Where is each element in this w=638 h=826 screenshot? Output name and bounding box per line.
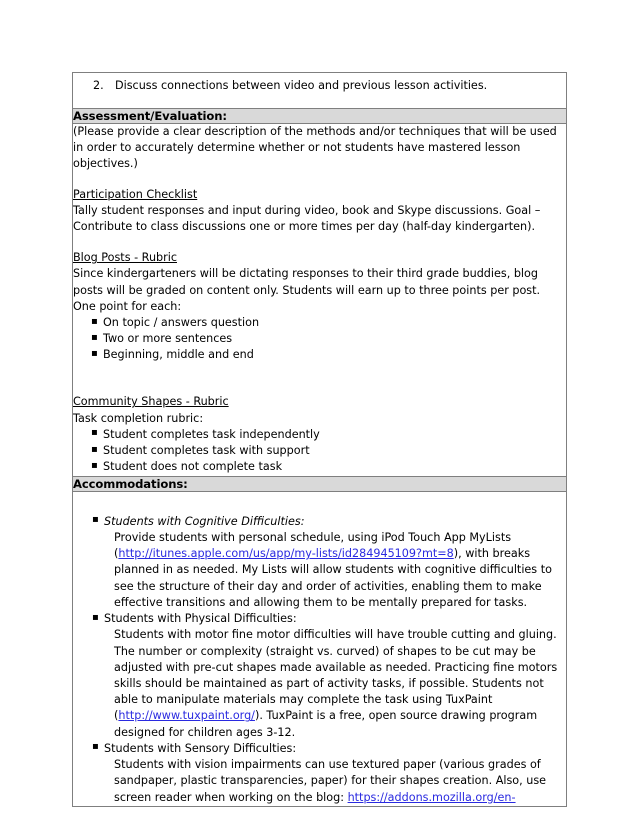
table-row-assessment-body bbox=[73, 123, 567, 476]
document-page bbox=[72, 72, 567, 807]
section-header-accommodations: Accommodations: bbox=[73, 476, 567, 491]
list-item: ▪ Student completes task with support bbox=[73, 443, 566, 459]
table-row-accommodations-header bbox=[73, 476, 567, 491]
accommodation-item-physical bbox=[73, 611, 566, 741]
accommodations-top-spacer bbox=[73, 492, 566, 514]
accommodation-link-tuxpaint[interactable]: http://www.tuxpaint.org/ bbox=[118, 709, 255, 723]
spacer-paragraph bbox=[73, 364, 566, 380]
accommodation-text-before-link: Students with vision impairments can use textured paper (various grades of sandpaper, plastic transparencies, paper) for their shapes creation. Also, use screen reader when working on the blog: bbox=[114, 758, 547, 804]
list-item-text: Discuss connections between video and previous lesson activities. bbox=[115, 79, 488, 92]
accommodation-text-before-link: Students with motor fine motor difficulties will have trouble cutting and gluing. The number or complexity (straight vs. curved) of shapes to be cut may be adjusted with pre-cut shapes made available as needed. Practicing fine motors skills should be maintained as part of activity tasks, if possible. Students not able to manipulate materials may complete the task using TuxPaint ( bbox=[114, 628, 558, 723]
section-header-assessment: Assessment/Evaluation: bbox=[73, 108, 567, 123]
list-item: ▪ Student does not complete task bbox=[73, 459, 566, 475]
subsection-body-blog-posts-rubric: Since kindergarteners will be dictating responses to their third grade buddies, blog posts will be graded on content only. Students will earn up to three points per post. One point for each: bbox=[73, 267, 541, 313]
subsection-title-participation-checklist bbox=[73, 187, 566, 203]
accommodation-body bbox=[104, 627, 566, 741]
accommodations-list bbox=[73, 514, 566, 806]
list-number: 2. bbox=[93, 79, 104, 92]
list-item: ▪ Student completes task independently bbox=[73, 427, 566, 443]
subsection-title-text: Community Shapes - Rubric bbox=[73, 395, 229, 409]
accommodation-item-cognitive bbox=[73, 514, 566, 611]
accommodation-text-before-link: Provide students with personal schedule, using iPod Touch App MyLists ( bbox=[114, 530, 512, 561]
numbered-item-cell bbox=[73, 73, 567, 109]
assessment-instructions: (Please provide a clear description of the methods and/or techniques that will be used in order to accurately determine whether or not students have mastered lesson objectives.) bbox=[73, 124, 557, 171]
subsection-title-community-shapes-rubric bbox=[73, 394, 566, 410]
accommodation-text-after-link: ), with breaks planned in as needed. My Lists will allow students with cognitive difficulties to see the structure of their day and order of activities, enabling them to make effective transitions and allowing them to be mentally prepared for tasks. bbox=[114, 547, 552, 609]
accommodation-link-mylists[interactable]: http://itunes.apple.com/us/app/my-lists/id284945109?mt=8 bbox=[118, 547, 454, 561]
assessment-body-cell bbox=[73, 123, 567, 476]
accommodation-item-sensory bbox=[73, 741, 566, 806]
list-item: ▪ On topic / answers question bbox=[73, 315, 566, 331]
table-row-accommodations-body bbox=[73, 491, 567, 806]
bullet-list-community-shapes bbox=[73, 427, 566, 476]
subsection-title-blog-posts-rubric bbox=[73, 250, 566, 266]
subsection-body-participation-checklist: Tally student responses and input during video, book and Skype discussions. Goal – Contribute to class discussions one or more times per day (half-day kindergarten). bbox=[73, 204, 541, 234]
bullet-list-blog-posts bbox=[73, 315, 566, 364]
accommodation-body bbox=[104, 530, 566, 611]
table-row-numbered-item bbox=[73, 73, 567, 109]
accommodation-text-after-link: ). TuxPaint is a free, open source drawing program designed for children ages 3-12. bbox=[114, 709, 538, 739]
list-item: ▪ Beginning, middle and end bbox=[73, 347, 566, 363]
accommodation-label: Students with Cognitive Difficulties: bbox=[104, 514, 305, 528]
numbered-list-item bbox=[73, 73, 566, 108]
table-row-assessment-header bbox=[73, 108, 567, 123]
list-item: ▪ Two or more sentences bbox=[73, 331, 566, 347]
accommodation-label: Students with Sensory Difficulties: bbox=[104, 741, 297, 755]
accommodations-body-cell bbox=[73, 491, 567, 806]
accommodation-body bbox=[104, 757, 566, 806]
lesson-plan-table bbox=[72, 72, 567, 807]
subsection-title-text: Blog Posts - Rubric bbox=[73, 251, 177, 265]
subsection-title-text: Participation Checklist bbox=[73, 187, 198, 201]
subsection-body-community-shapes-rubric: Task completion rubric: bbox=[73, 411, 204, 425]
accommodation-label: Students with Physical Difficulties: bbox=[104, 612, 297, 626]
accommodation-link-mozilla-addons[interactable]: https://addons.mozilla.org/en- bbox=[347, 790, 516, 804]
